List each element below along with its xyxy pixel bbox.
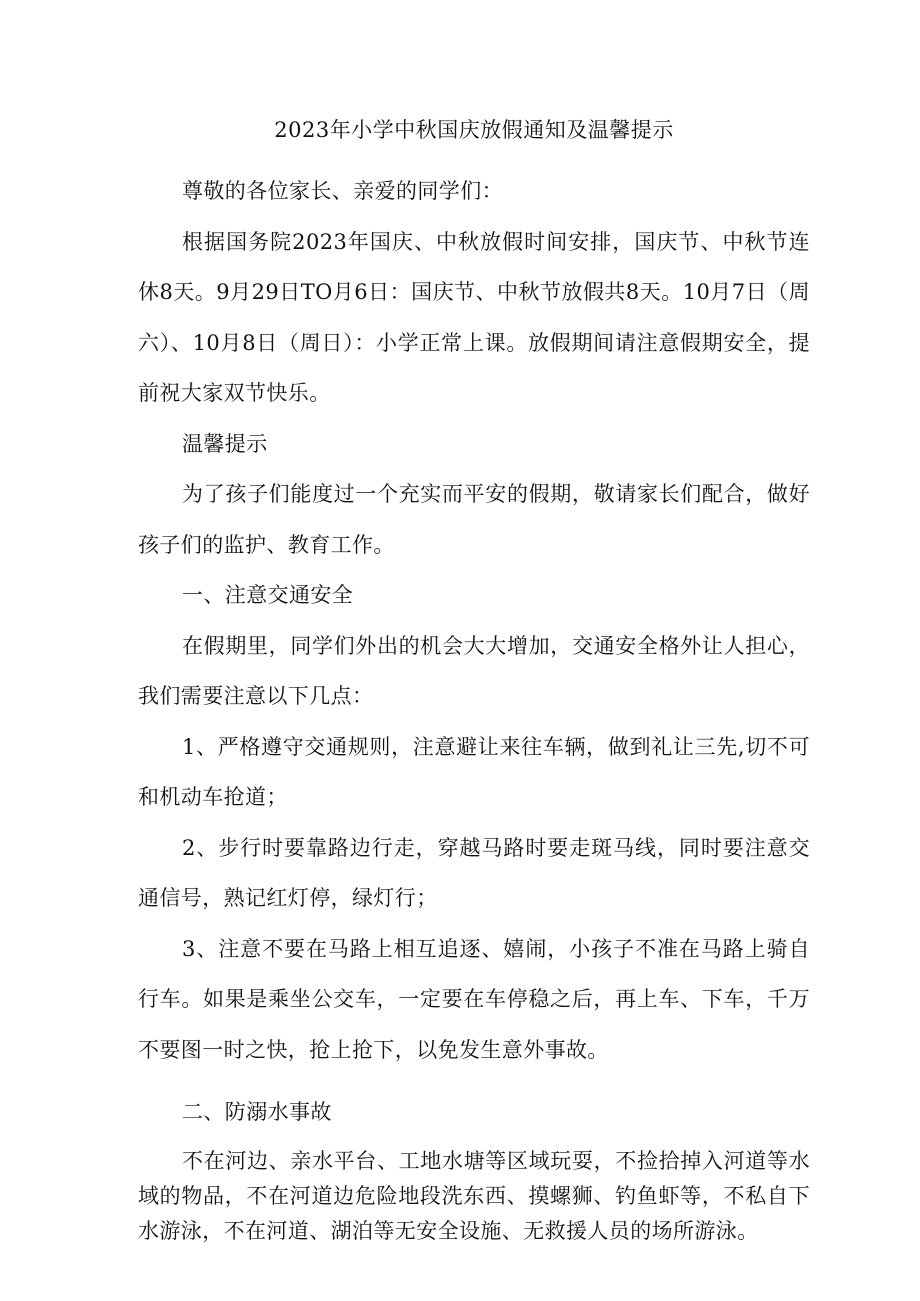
section1-item-1: 1、严格遵守交通规则，注意避让来往车辆，做到礼让三先,切不可和机动车抢道； <box>138 734 810 809</box>
section1-heading: 一、注意交通安全 <box>182 583 354 607</box>
section1-intro: 在假期里，同学们外出的机会大大增加，交通安全格外让人担心，我们需要注意以下几点： <box>138 633 810 708</box>
salutation: 尊敬的各位家长、亲爱的同学们： <box>182 179 503 203</box>
section2-body: 不在河边、亲水平台、工地水塘等区域玩耍，不捡拾掉入河道等水域的物品，不在河道边危险地段洗东西、摸螺狮、钓鱼虾等，不私自下水游泳，不在河道、湖泊等无安全设施、无救援人员的场所游泳。 <box>138 1148 810 1243</box>
tips-intro-paragraph: 为了孩子们能度过一个充实而平安的假期，敬请家长们配合，做好孩子们的监护、教育工作。 <box>138 482 810 557</box>
section1-item-3: 3、注意不要在马路上相互追逐、嬉闹，小孩子不准在马路上骑自行车。如果是乘坐公交车，一定要在车停稳之后，再上车、下车，千万不要图一时之快，抢上抢下，以免发生意外事故。 <box>138 936 810 1062</box>
section1-item-2: 2、步行时要靠路边行走，穿越马路时要走斑马线，同时要注意交通信号，熟记红灯停，绿灯行； <box>138 835 810 910</box>
document-body <box>138 114 810 1249</box>
section2-heading: 二、防溺水事故 <box>182 1100 332 1124</box>
intro-paragraph: 根据国务院2023年国庆、中秋放假时间安排，国庆节、中秋节连休8天。9月29日TO月6日：国庆节、中秋节放假共8天。10月7日（周六）、10月8日（周日）：小学正常上课。放假期间请注意假期安全，提前祝大家双节快乐。 <box>138 229 810 405</box>
document-title: 2023年小学中秋国庆放假通知及温馨提示 <box>274 118 674 142</box>
tips-heading: 温馨提示 <box>182 431 268 456</box>
